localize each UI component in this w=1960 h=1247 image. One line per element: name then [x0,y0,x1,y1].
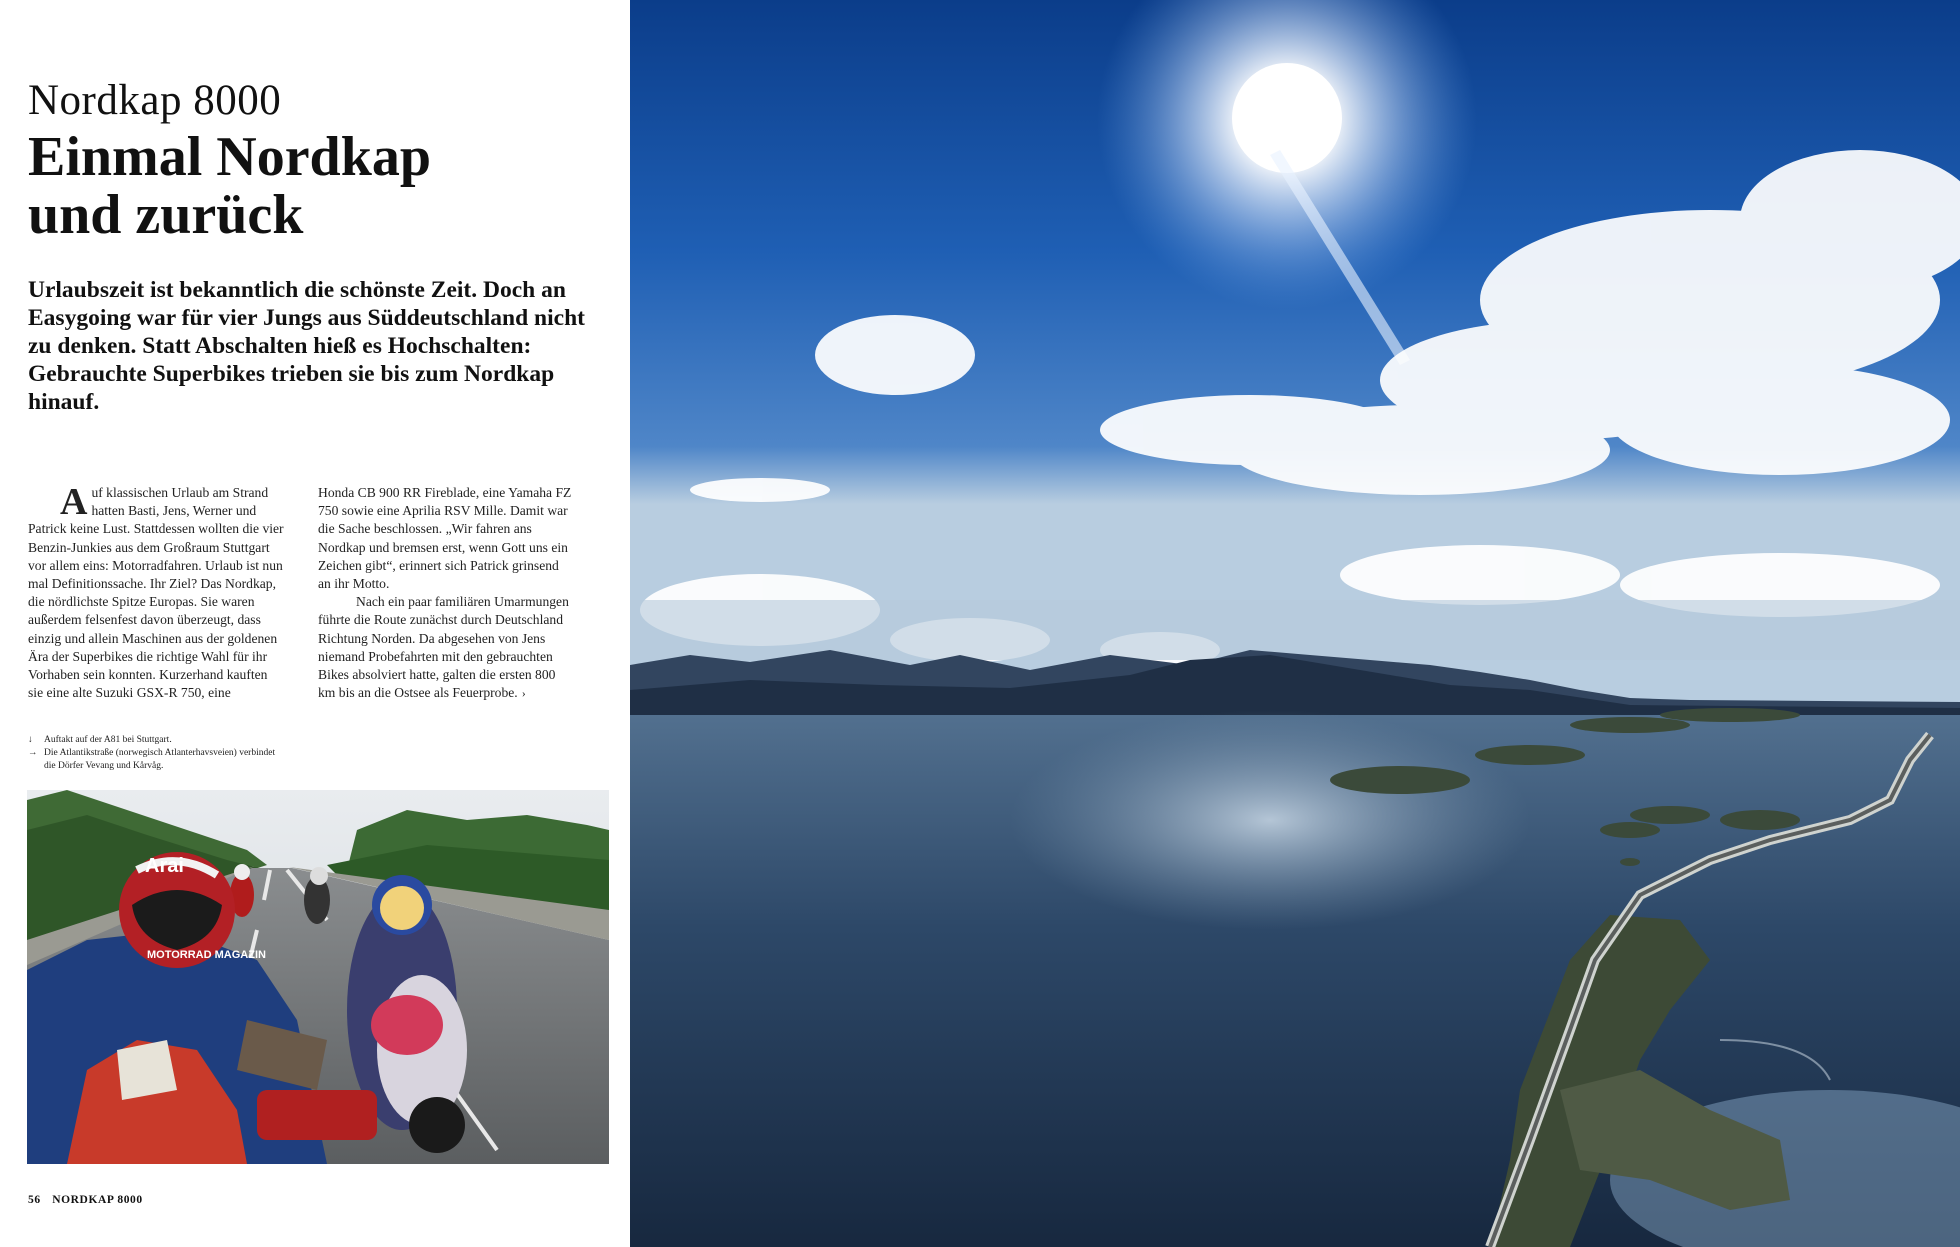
helmet-brand-text: Arai [145,855,184,877]
down-arrow-icon: ↓ [28,735,33,745]
motorcycle-photo-illustration [27,790,609,1164]
continue-arrow-icon: › [521,686,526,701]
motorcycle-highway-photo [27,790,609,1164]
caption-2-text: Die Atlantikstraße (norwegisch Atlanterhavsveien) verbindet die Dörfer Vevang und Kårvåg. [44,748,276,771]
caption-2 [28,747,288,773]
column-2-paragraph-2 [318,593,574,702]
body-column-1 [28,481,284,702]
page-number: 56 [28,1194,41,1206]
article-intro: Urlaubszeit ist bekanntlich die schönste Zeit. Doch an Easygoing war für vier Jungs aus Süddeutschland nicht zu denken. Statt Abschalten hieß es Hochschalten: Gebrauchte Superbikes trieben sie bis zum Nordkap hinauf. [28,277,585,415]
title-line-1: Einmal Nordkap [28,126,431,188]
footer-section: NORDKAP 8000 [52,1194,143,1206]
column-1-text: uf klassischen Urlaub am Strand hatten Basti, Jens, Werner und Patrick keine Lust. Stattdessen wollten die vier Benzin-Junkies aus dem Großraum Stuttgart vor allem eins: Motorradfahren. Urlaub ist nun mal Definitionssache. Ihr Ziel? Das Nordkap, die nördlichste Spitze Europas. Sie waren außerdem felsenfest davon überzeugt, dass einzig und allein Maschinen aus der goldenen Ära der Superbikes die richtige Wahl für ihr Vorhaben sein konnten. Kurzerhand kauften sie eine alte Suzuki GSX-R 750, eine [28,485,284,701]
caption-1-text: Auftakt auf der A81 bei Stuttgart. [44,735,172,745]
right-arrow-icon: → [28,748,38,758]
left-page [0,0,630,1247]
column-2-paragraph-1: Honda CB 900 RR Fireblade, eine Yamaha FZ 750 sowie eine Aprilia RSV Mille. Damit war die Sache beschlossen. „Wir fahren ans Nordkap und bremsen erst, wenn Gott uns ein Zeichen gibt“, erinnert sich Patrick grinsend an ihr Motto. [318,485,572,592]
photo-captions [28,734,288,773]
helmet-sponsor-text: MOTORRAD MAGAZIN [147,949,266,961]
body-column-2 [318,484,574,702]
column-2-paragraph-2-text: Nach ein paar familiären Umarmungen führte die Route zunächst durch Deutschland Richtung Norden. Da abgesehen von Jens niemand Probefahrten mit den gebrauchten Bikes absolviert hatte, galten die ersten 800 km bis an die Ostsee als Feuerprobe. [318,594,569,701]
article-title [28,128,588,244]
aerial-landscape-illustration [630,0,1960,1247]
caption-1 [28,734,288,747]
drop-cap: A [60,481,88,523]
atlantic-road-photo [630,0,1960,1247]
page-footer [28,1194,143,1206]
article-kicker: Nordkap 8000 [28,77,282,124]
title-line-2: und zurück [28,184,304,246]
